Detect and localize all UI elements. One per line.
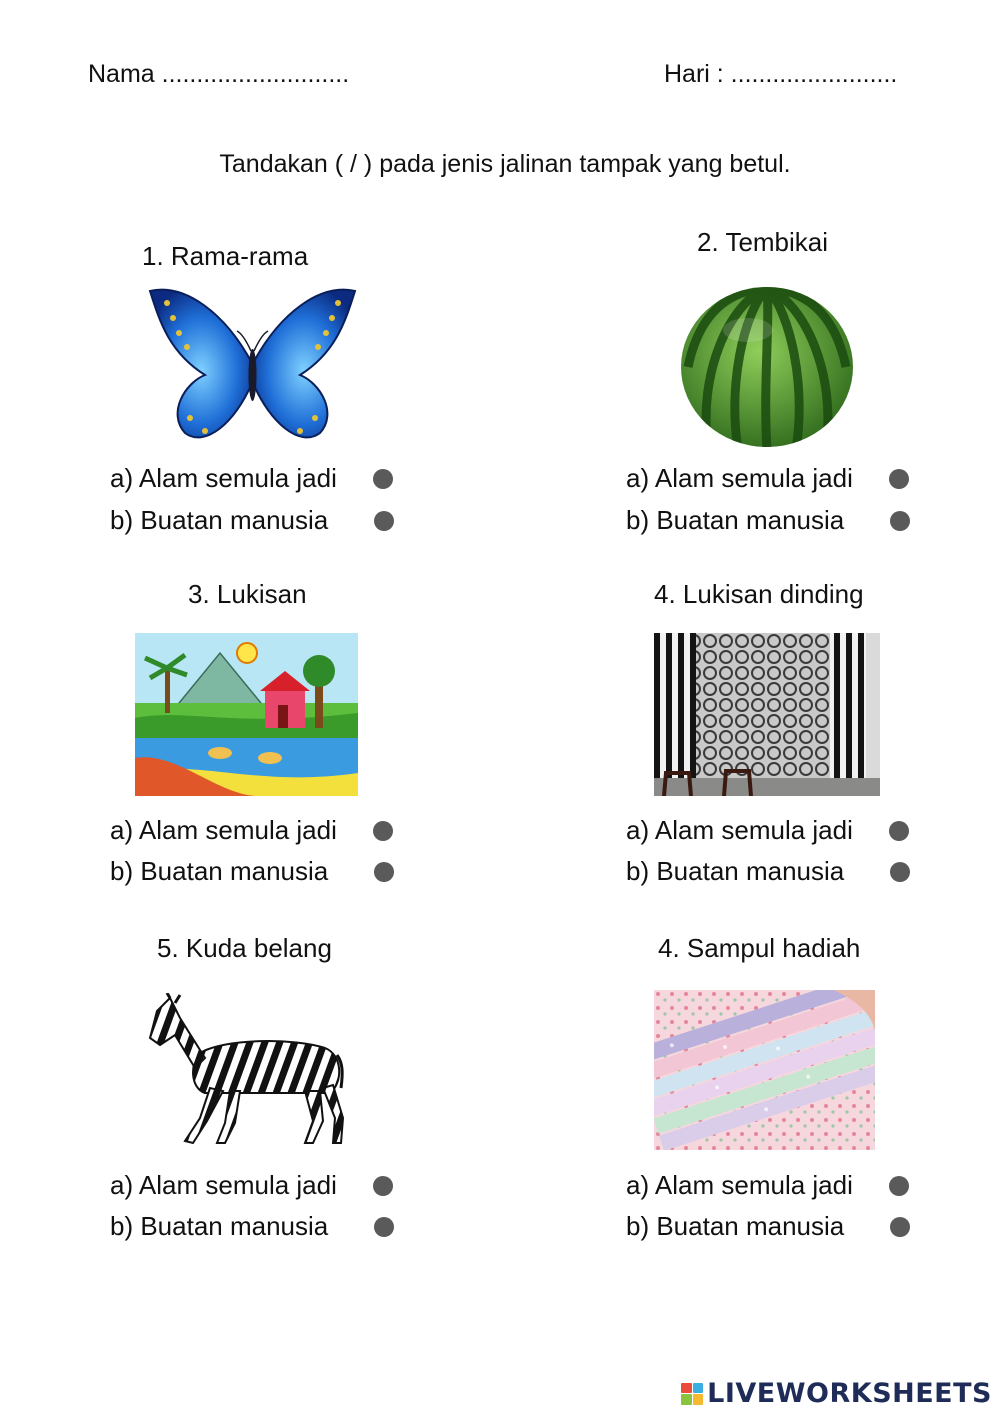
question-1-option-b-label: b) Buatan manusia <box>110 505 329 535</box>
liveworksheets-branding <box>681 1378 992 1409</box>
question-3-option-b-label: b) Buatan manusia <box>110 856 329 886</box>
question-4-option-b-label: b) Buatan manusia <box>626 856 845 886</box>
question-2-option-b-dot[interactable] <box>890 511 910 531</box>
question-5-option-a-dot[interactable] <box>373 1176 393 1196</box>
question-5-option-b-dot[interactable] <box>374 1217 394 1237</box>
question-1-option-a-label: a) Alam semula jadi <box>110 463 337 493</box>
question-1-option-a-dot[interactable] <box>373 469 393 489</box>
butterfly-picture <box>145 283 360 448</box>
question-6-option-a-dot[interactable] <box>889 1176 909 1196</box>
question-3-option-a-label: a) Alam semula jadi <box>110 815 337 845</box>
question-5-title: 5. Kuda belang <box>157 933 332 963</box>
question-5-option-a-label: a) Alam semula jadi <box>110 1170 337 1200</box>
question-2-option-a-label: a) Alam semula jadi <box>626 463 853 493</box>
gift-wrap-picture <box>654 990 875 1150</box>
question-4-title: 4. Lukisan dinding <box>654 579 864 609</box>
question-3-option-a-dot[interactable] <box>373 821 393 841</box>
question-2-option-b-label: b) Buatan manusia <box>626 505 845 535</box>
painting-picture <box>135 633 358 796</box>
question-5-option-b-label: b) Buatan manusia <box>110 1211 329 1241</box>
question-1-title: 1. Rama-rama <box>142 241 309 271</box>
question-6-option-a-label: a) Alam semula jadi <box>626 1170 853 1200</box>
day-field-label: Hari : ........................ <box>664 60 898 88</box>
wallpaper-picture <box>654 633 880 796</box>
question-4-option-a-dot[interactable] <box>889 821 909 841</box>
question-6-option-b-label: b) Buatan manusia <box>626 1211 845 1241</box>
instruction-text: Tandakan ( / ) pada jenis jalinan tampak yang betul. <box>219 150 791 178</box>
watermelon-picture <box>678 285 856 450</box>
question-2-option-a-dot[interactable] <box>889 469 909 489</box>
question-6-option-b-dot[interactable] <box>890 1217 910 1237</box>
question-4-option-a-label: a) Alam semula jadi <box>626 815 853 845</box>
liveworksheets-logo-icon <box>681 1383 703 1405</box>
liveworksheets-wordmark: LIVEWORKSHEETS <box>707 1378 992 1409</box>
zebra-picture <box>145 993 345 1150</box>
question-3-title: 3. Lukisan <box>188 579 307 609</box>
name-field-label: Nama ........................... <box>88 60 350 88</box>
question-6-title: 4. Sampul hadiah <box>658 933 861 963</box>
question-3-option-b-dot[interactable] <box>374 862 394 882</box>
question-4-option-b-dot[interactable] <box>890 862 910 882</box>
question-1-option-b-dot[interactable] <box>374 511 394 531</box>
question-2-title: 2. Tembikai <box>697 227 829 257</box>
